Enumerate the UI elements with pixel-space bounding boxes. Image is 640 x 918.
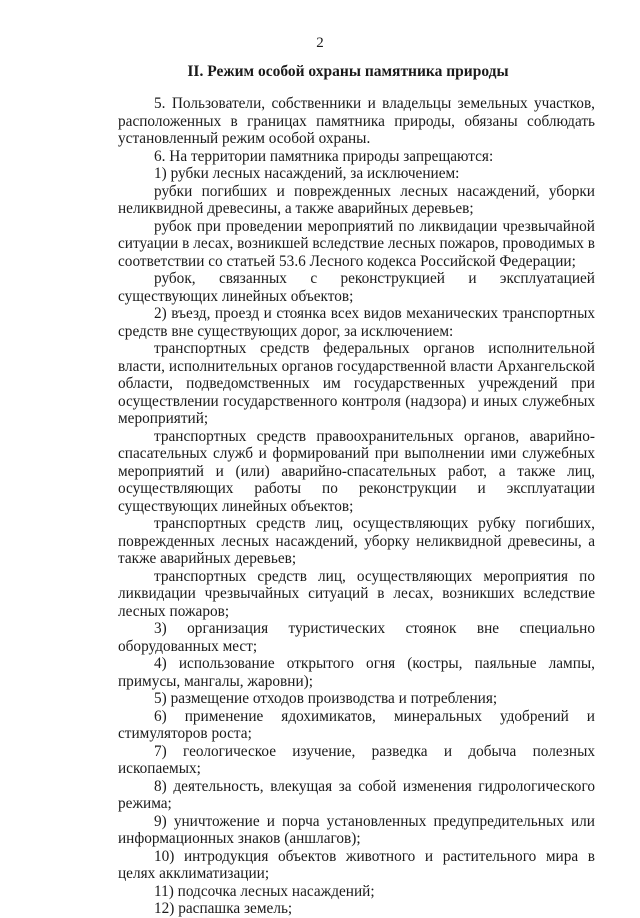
paragraph: 11) подсочка лесных насаждений;	[154, 882, 375, 900]
paragraph: 5) размещение отходов производства и потребления;	[154, 690, 498, 707]
paragraph: 8) деятельность, влекущая за собой изменения гидрологического режима;	[118, 777, 595, 812]
paragraph: 4) использование открытого огня (костры, паяльные лампы, примусы, мангалы, жаровни);	[118, 655, 595, 690]
document-body	[118, 95, 595, 918]
paragraph: 10) интродукция объектов животного и растительного мира в целях акклиматизации;	[118, 847, 595, 882]
paragraph: 6) применение ядохимикатов, минеральных удобрений и стимуляторов роста;	[118, 707, 595, 742]
paragraph: 3) организация туристических стоянок вне специально оборудованных мест;	[118, 620, 595, 655]
paragraph: 6. На территории памятника природы запрещаются:	[154, 147, 494, 165]
paragraph: транспортных средств лиц, осуществляющих мероприятия по ликвидации чрезвычайных ситуаций в лесах, возникших вследствие лесных пожаров;	[118, 567, 595, 620]
paragraph: 12) распашка земель;	[154, 900, 293, 917]
paragraph: 9) уничтожение и порча установленных предупредительных или информационных знаков (аншлагов);	[118, 812, 595, 847]
paragraph: транспортных средств лиц, осуществляющих рубку погибших, поврежденных лесных насаждений, уборку неликвидной древесины, а также аварийных деревьев;	[118, 515, 595, 567]
paragraph: транспортных средств правоохранительных органов, аварийно-спасательных служб и формирований при выполнении ими служебных мероприятий и (или) аварийно-спасательных работ, а также лиц, осуществляющих работы по реконструкции и эксплуатации существующих линейных объектов;	[118, 427, 595, 515]
section-title: II. Режим особой охраны памятника природы	[187, 63, 509, 80]
page-number: 2	[316, 35, 324, 51]
paragraph: рубок при проведении мероприятий по ликвидации чрезвычайной ситуации в лесах, возникшей вследствие лесных пожаров, проводимых в соответствии со статьей 53.6 Лесного кодекса Российской Федерации;	[118, 217, 595, 270]
paragraph: транспортных средств федеральных органов исполнительной власти, исполнительных органов государственной власти Архангельской области, подведомственных им государственных учреждений при осуществлении государственного контроля (надзора) и иных служебных мероприятий;	[118, 340, 595, 427]
paragraph: 2) въезд, проезд и стоянка всех видов механических транспортных средств вне существующих дорог, за исключением:	[118, 305, 595, 340]
paragraph: рубки погибших и поврежденных лесных насаждений, уборки неликвидной древесины, а также аварийных деревьев;	[118, 182, 595, 217]
paragraph: 1) рубки лесных насаждений, за исключением:	[154, 165, 460, 182]
paragraph: рубок, связанных с реконструкцией и эксплуатацией существующих линейных объектов;	[118, 270, 595, 305]
paragraph: 5. Пользователи, собственники и владельцы земельных участков, расположенных в границах памятника природы, обязаны соблюдать установленный режим особой охраны.	[118, 95, 595, 147]
paragraph: 7) геологическое изучение, разведка и добыча полезных ископаемых;	[118, 742, 595, 777]
